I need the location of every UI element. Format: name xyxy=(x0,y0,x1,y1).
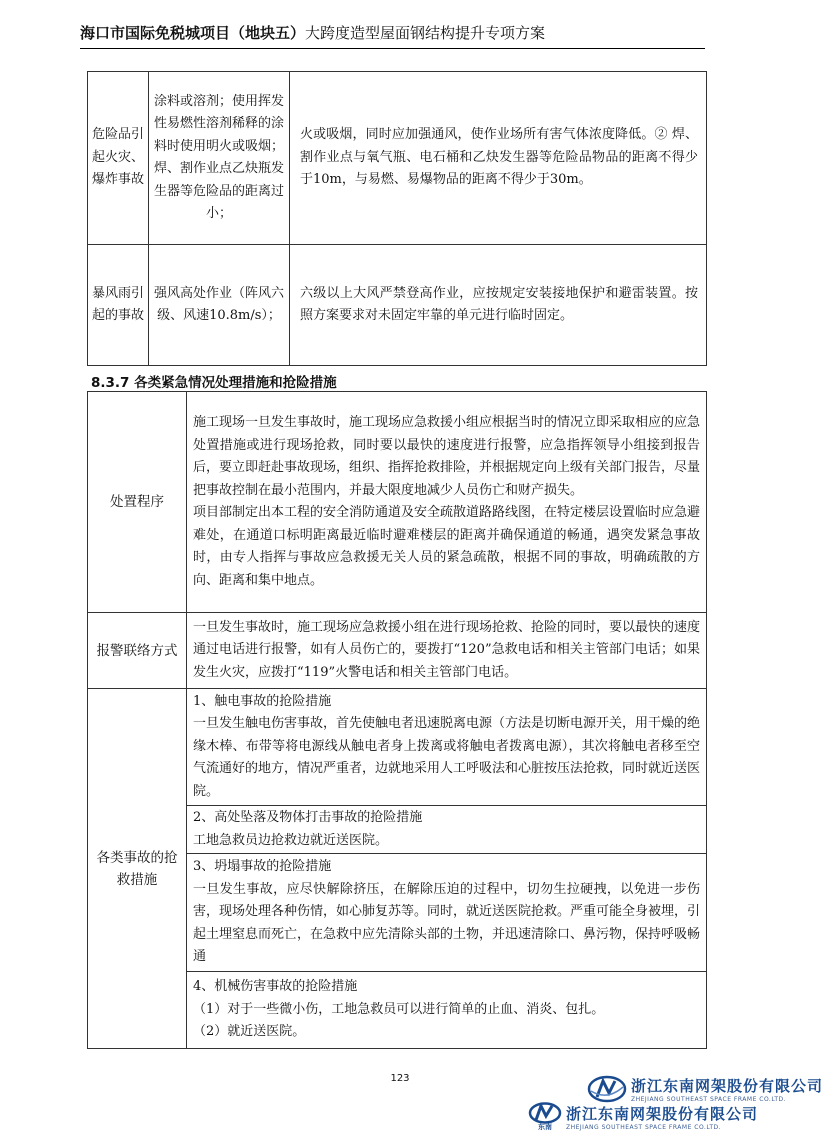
company-logo-mark-icon xyxy=(587,1075,627,1103)
section-title: 8.3.7 各类紧急情况处理措施和抢险措施 xyxy=(91,375,337,391)
cause-cell: 强风高处作业（阵风六级、风速10.8m/s）； xyxy=(149,245,290,366)
alarm-text: 一旦发生事故时，施工现场应急救援小组在进行现场抢救、抢险的同时，要以最快的速度通过电话进行报警，如有人员伤亡的，要拨打“120”急救电话和相关主管部门电话；如果发生火灾，应拨打“119”火警电话和相关主管部门电话。 xyxy=(187,613,707,689)
rescue-item xyxy=(187,689,707,806)
rescue-label: 各类事故的抢救措施 xyxy=(88,689,187,1049)
rescue-item-text: 一旦发生事故，应尽快解除挤压，在解除压迫的过程中，切勿生拉硬拽，以免进一步伤害，现场处理各种伤情，如心肺复苏等。同时，就近送医院抢救。严重可能全身被埋，引起土埋窒息而死亡，在急救中应先清除头部的土物，并迅速清除口、鼻污物，保持呼吸畅通 xyxy=(193,881,701,965)
rescue-item xyxy=(187,806,707,854)
rescue-item-title: 1、触电事故的抢险措施 xyxy=(193,693,332,709)
measure-cell: 火或吸烟，同时应加强通风，使作业场所有害气体浓度降低。② 焊、割作业点与氧气瓶、电石桶和乙炔发生器等危险品物品的距离不得少于10m，与易燃、易爆物品的距离不得少于30m。 xyxy=(290,72,707,245)
emergency-table xyxy=(87,391,707,1049)
company-name-cn: 浙江东南网架股份有限公司 xyxy=(631,1077,823,1095)
company-logo xyxy=(587,1075,823,1103)
rescue-item-title: 4、机械伤害事故的抢险措施 xyxy=(193,979,358,995)
company-name-en: ZHEJIANG SOUTHEAST SPACE FRAME CO.LTD. xyxy=(566,1124,722,1131)
table-row xyxy=(88,613,707,689)
company-logo xyxy=(528,1102,758,1132)
rescue-item-text: 一旦发生触电伤害事故，首先使触电者迅速脱离电源（方法是切断电源开关，用干燥的绝缘木棒、布带等将电源线从触电者身上拨离或将触电者拨离电源），其次将触电者移至空气流通好的地方，情况严重者，边就地采用人工呼吸法和心脏按压法抢救，同时就近送医院。 xyxy=(193,716,701,799)
page-number: 123 xyxy=(390,1073,410,1084)
procedure-text xyxy=(187,392,707,613)
table-row xyxy=(88,245,707,366)
page-header xyxy=(80,20,705,49)
rescue-item-title: 3、坍塌事故的抢险措施 xyxy=(193,859,332,875)
company-logo-mark xyxy=(528,1102,562,1132)
header-title-rest: 大跨度造型屋面钢结构提升专项方案 xyxy=(305,24,546,42)
header-title-bold: 海口市国际免税城项目（地块五） xyxy=(80,24,306,42)
rescue-item-text: 工地急救员边抢救边就近送医院。 xyxy=(193,832,389,848)
hazard-cell: 暴风雨引起的事故 xyxy=(88,245,149,366)
table-row xyxy=(88,689,707,806)
table-row xyxy=(88,72,707,245)
company-logo-mark-icon xyxy=(528,1102,562,1124)
rescue-item-title: 2、高处坠落及物体打击事故的抢险措施 xyxy=(193,810,423,825)
cause-cell: 涂料或溶剂；使用挥发性易燃性溶剂稀释的涂料时使用明火或吸烟；焊、割作业点乙炔瓶发生器等危险品的距离过小； xyxy=(149,72,290,245)
measure-cell: 六级以上大风严禁登高作业，应按规定安装接地保护和避雷装置。按照方案要求对未固定牢靠的单元进行临时固定。 xyxy=(290,245,707,366)
company-name-cn: 浙江东南网架股份有限公司 xyxy=(566,1105,759,1123)
procedure-paragraph-1: 施工现场一旦发生事故时，施工现场应急救援小组应根据当时的情况立即采取相应的应急处置措施或进行现场抢救，同时要以最快的速度进行报警，应急指挥领导小组接到报告后，要立即赶赴事故现场，组织、指挥抢救排险，并根据规定向上级有关部门报告，尽量把事故控制在最小范围内，并最大限度地减少人员伤亡和财产损失。 xyxy=(193,415,701,498)
hazard-cell: 危险品引起火灾、爆炸事故 xyxy=(88,72,149,245)
rescue-item xyxy=(187,972,707,1049)
hazard-table xyxy=(87,71,707,366)
procedure-paragraph-2: 项目部制定出本工程的安全消防通道及安全疏散道路路线图，在特定楼层设置临时应急避难处，在通道口标明距离最近临时避难楼层的距离并确保通道的畅通，遇突发紧急事故时，由专人指挥与事故应急救援无关人员的紧急疏散，根据不同的事故，明确疏散的方向、距离和集中地点。 xyxy=(193,505,701,588)
rescue-item-text: （2）就近送医院。 xyxy=(193,1024,306,1040)
alarm-label: 报警联络方式 xyxy=(88,613,187,689)
table-row xyxy=(88,392,707,613)
rescue-item xyxy=(187,854,707,972)
company-name-en: ZHEJIANG SOUTHEAST SPACE FRAME CO.LTD. xyxy=(631,1096,787,1103)
procedure-label: 处置程序 xyxy=(88,392,187,613)
logo-mark-text: 东南 xyxy=(538,1123,552,1131)
rescue-item-text: （1）对于一些微小伤，工地急救员可以进行简单的止血、消炎、包扎。 xyxy=(193,1001,605,1017)
